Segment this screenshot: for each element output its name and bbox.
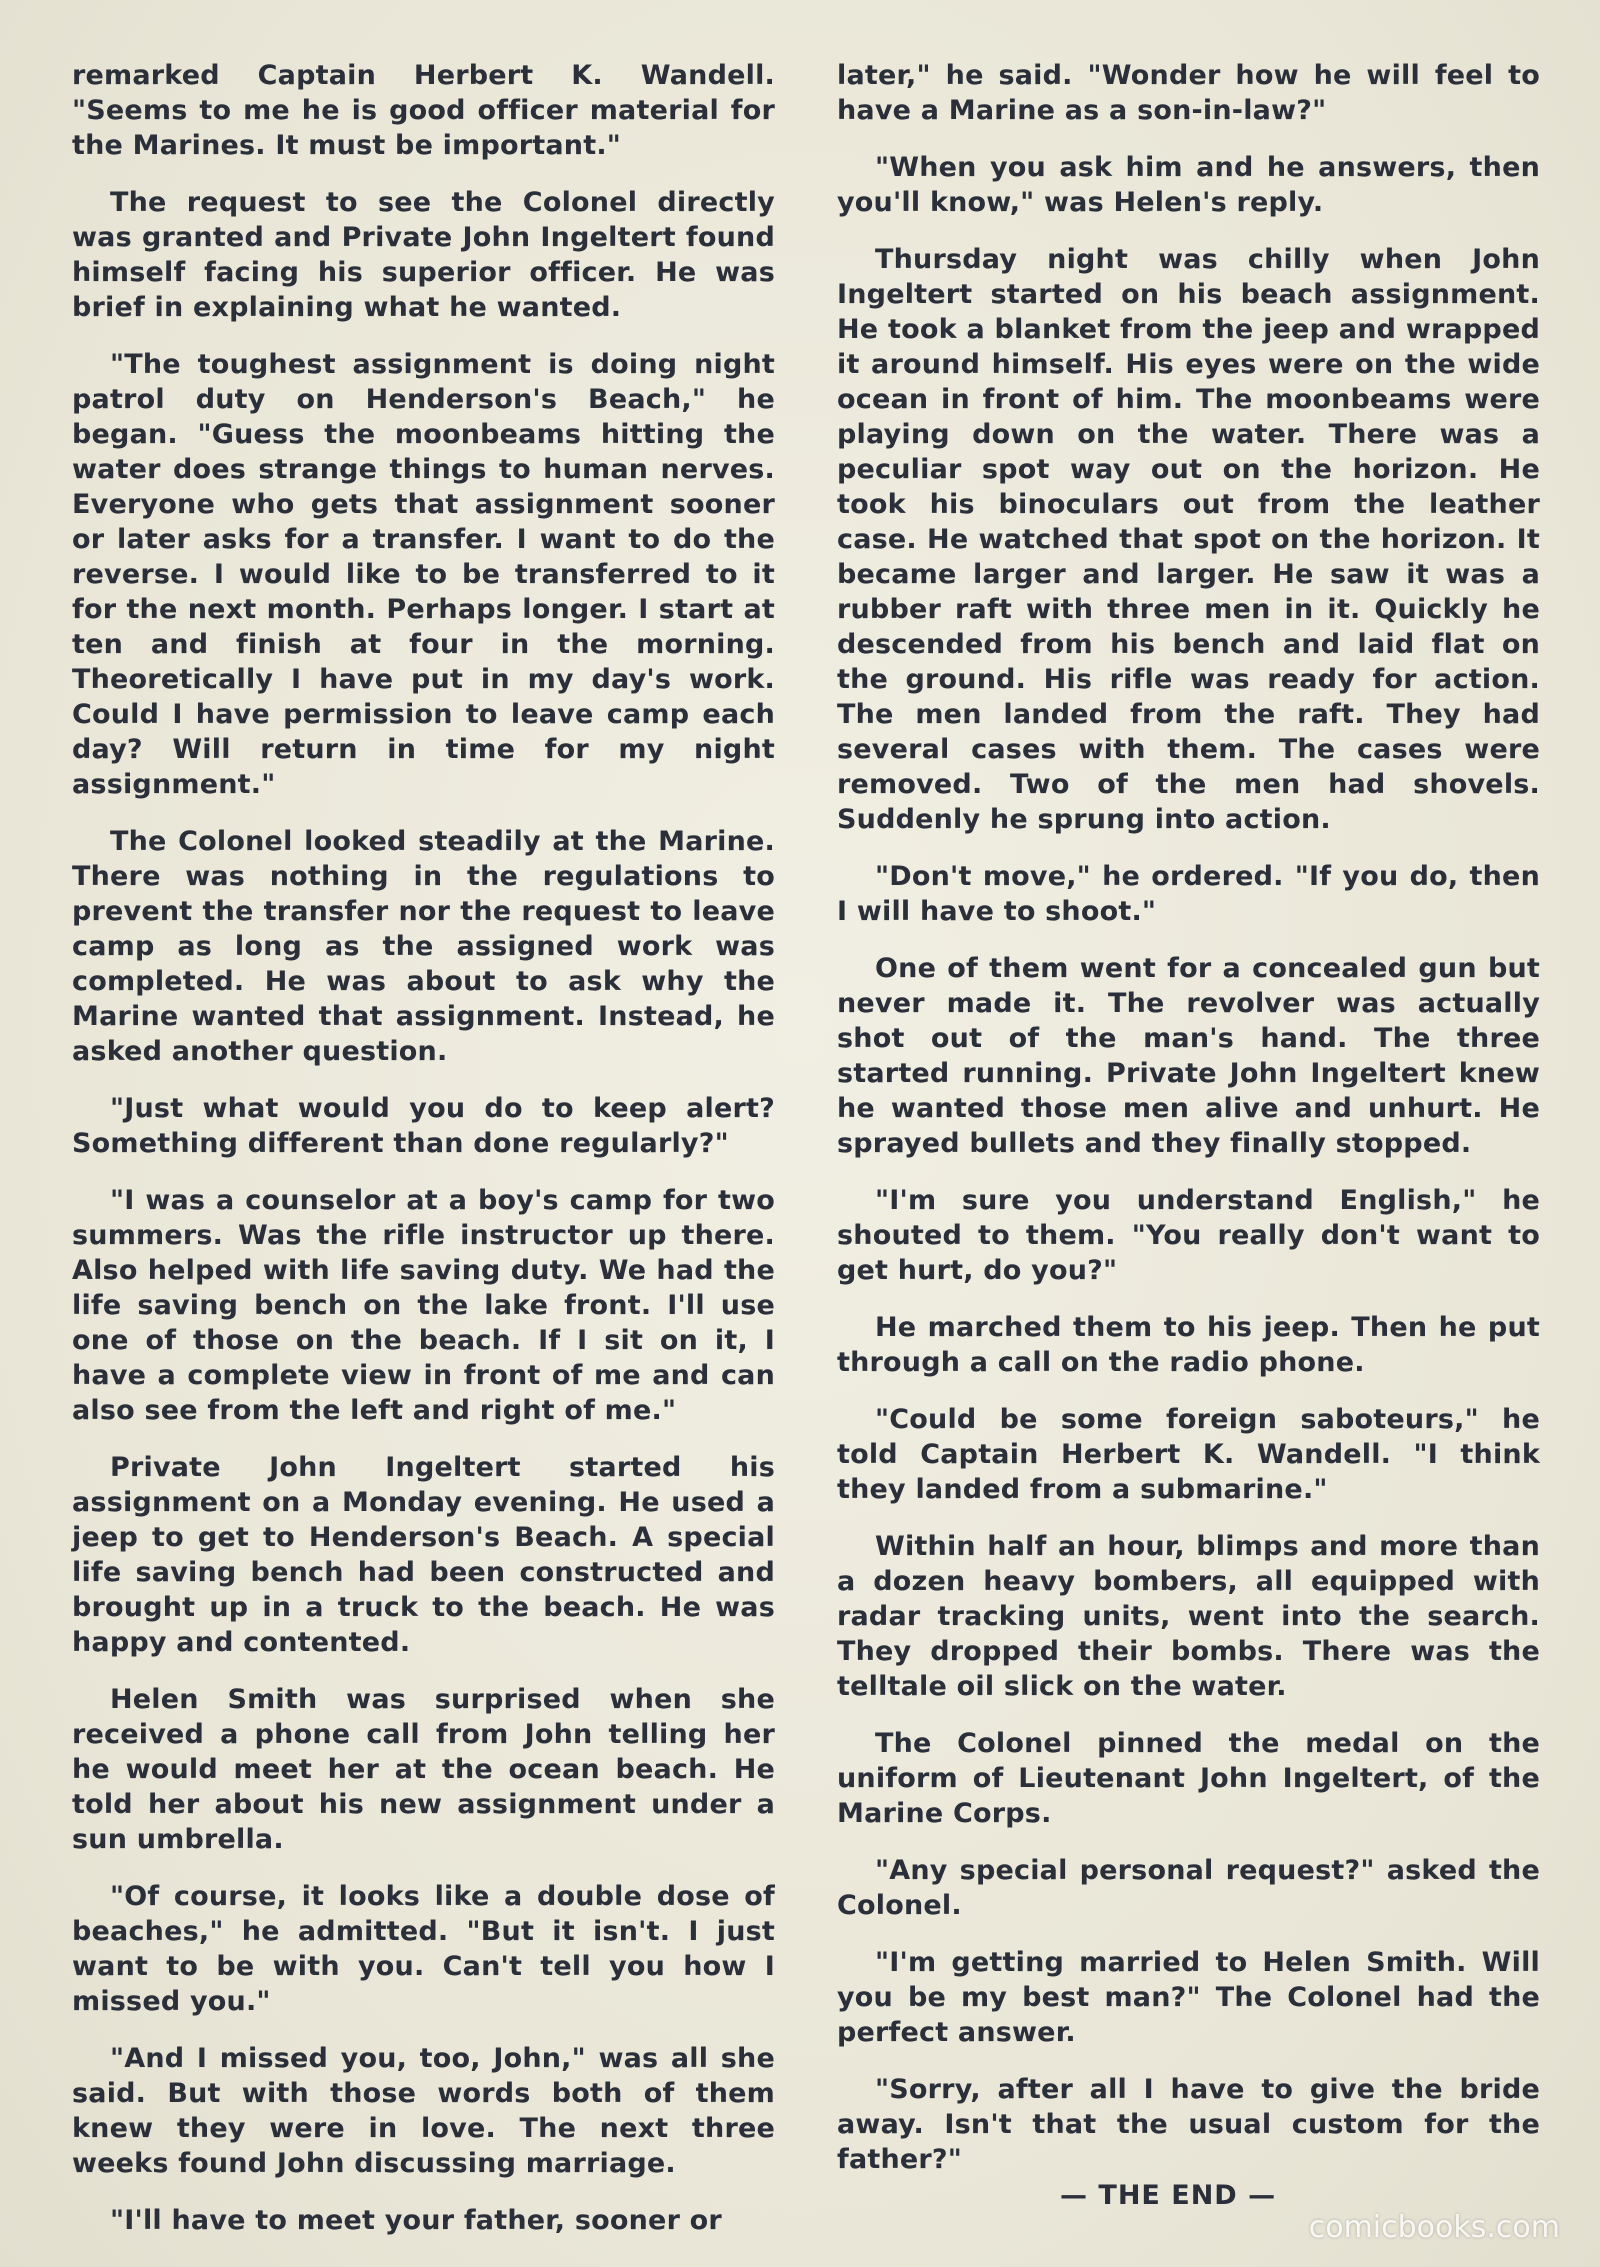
paragraph: "The toughest assignment is doing night patrol duty on Henderson's Beach," he began. "Guess the moonbeams hitting the water does strange things to human nerves. Everyone who gets that assignment sooner or later asks for a transfer. I want to do the reverse. I would like to be transferred to it for the next month. Perhaps longer. I start at ten and finish at four in the morning. Theoretically I have put in my day's work. Could I have permission to leave camp each day? Will return in time for my night assignment." — [72, 349, 775, 800]
paragraph: later," he said. "Wonder how he will feel to have a Marine as a son-in-law?" — [837, 60, 1540, 126]
right-column — [837, 58, 1540, 2199]
paragraph: "When you ask him and he answers, then you'll know," was Helen's reply. — [837, 152, 1540, 218]
watermark: comicbooks.com — [1308, 2210, 1560, 2245]
paragraph: Within half an hour, blimps and more than a dozen heavy bombers, all equipped with radar tracking units, went into the search. They dropped their bombs. There was the telltale oil slick on the water. — [837, 1531, 1540, 1702]
paragraph: Thursday night was chilly when John Ingeltert started on his beach assignment. He took a blanket from the jeep and wrapped it around himself. His eyes were on the wide ocean in front of him. The moonbeams were playing down on the water. There was a peculiar spot way out on the horizon. He took his binoculars out from the leather case. He watched that spot on the horizon. It became larger and larger. He saw it was a rubber raft with three men in it. Quickly he descended from his bench and laid flat on the ground. His rifle was ready for action. The men landed from the raft. They had several cases with them. The cases were removed. Two of the men had shovels. Suddenly he sprung into action. — [837, 244, 1540, 835]
paragraph: The request to see the Colonel directly was granted and Private John Ingeltert found himself facing his superior officer. He was brief in explaining what he wanted. — [72, 187, 775, 323]
paragraph: "I'll have to meet your father, sooner or — [110, 2205, 722, 2236]
paragraph: The Colonel pinned the medal on the uniform of Lieutenant John Ingeltert, of the Marine Corps. — [837, 1728, 1540, 1829]
paragraph: One of them went for a concealed gun but never made it. The revolver was actually shot out of the man's hand. The three started running. Private John Ingeltert knew he wanted those men alive and unhurt. He sprayed bullets and they finally stopped. — [837, 953, 1540, 1159]
left-column — [72, 58, 775, 2260]
paragraph: He marched them to his jeep. Then he put through a call on the radio phone. — [837, 1312, 1540, 1378]
paragraph: "I'm getting married to Helen Smith. Will you be my best man?" The Colonel had the perfect answer. — [837, 1947, 1540, 2048]
paragraph: "Of course, it looks like a double dose of beaches," he admitted. "But it isn't. I just want to be with you. Can't tell you how I missed you." — [72, 1881, 775, 2017]
paragraph: remarked Captain Herbert K. Wandell. "Seems to me he is good officer material for the Marines. It must be important." — [72, 60, 775, 161]
paragraph: "Don't move," he ordered. "If you do, then I will have to shoot." — [837, 861, 1540, 927]
paragraph: "Could be some foreign saboteurs," he told Captain Herbert K. Wandell. "I think they landed from a submarine." — [837, 1404, 1540, 1505]
paragraph: "Just what would you do to keep alert? Something different than done regularly?" — [72, 1093, 775, 1159]
paragraph: Helen Smith was surprised when she received a phone call from John telling her he would meet her at the ocean beach. He told her about his new assignment under a sun umbrella. — [72, 1684, 775, 1855]
paragraph: Private John Ingeltert started his assignment on a Monday evening. He used a jeep to get to Henderson's Beach. A special life saving bench had been constructed and brought up in a truck to the beach. He was happy and contented. — [72, 1452, 775, 1658]
paragraph: "And I missed you, too, John," was all she said. But with those words both of them knew they were in love. The next three weeks found John discussing marriage. — [72, 2043, 775, 2179]
paragraph: "Sorry, after all I have to give the bride away. Isn't that the usual custom for the father?" — [837, 2074, 1540, 2175]
paragraph: The Colonel looked steadily at the Marine. There was nothing in the regulations to prevent the transfer nor the request to leave camp as long as the assigned work was completed. He was about to ask why the Marine wanted that assignment. Instead, he asked another question. — [72, 826, 775, 1067]
the-end-label: — THE END — — [1060, 2180, 1277, 2211]
paragraph: "I was a counselor at a boy's camp for two summers. Was the rifle instructor up there. Also helped with life saving duty. We had the life saving bench on the lake front. I'll use one of those on the beach. If I sit on it, I have a complete view in front of me and can also see from the left and right of me." — [72, 1185, 775, 1426]
paragraph: "Any special personal request?" asked the Colonel. — [837, 1855, 1540, 1921]
paragraph: "I'm sure you understand English," he shouted to them. "You really don't want to get hurt, do you?" — [837, 1185, 1540, 1286]
